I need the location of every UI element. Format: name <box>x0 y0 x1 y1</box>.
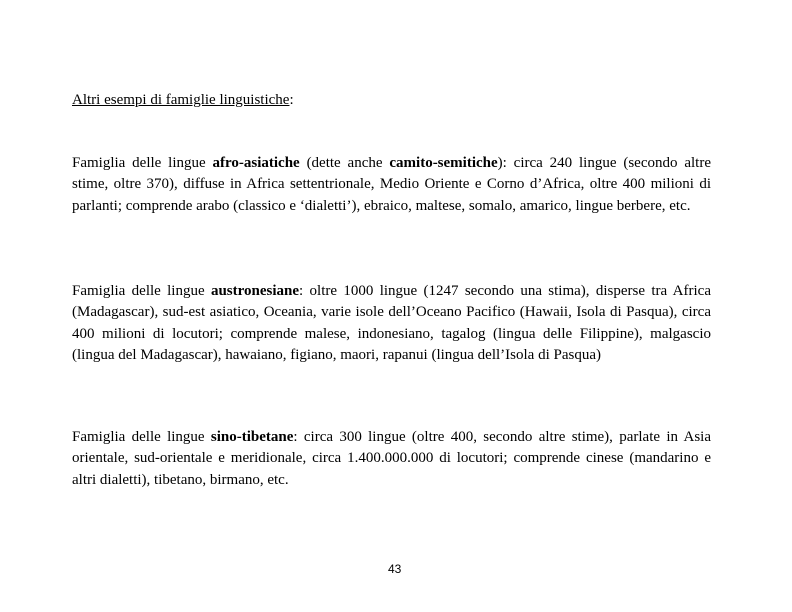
paragraph-afro-asiatic <box>72 153 711 217</box>
section-heading-text: Altri esempi di famiglie linguistiche <box>72 92 290 108</box>
paragraph-body: : circa 300 lingue (oltre 400, secondo altre stime), parlate in Asia orientale, sud-orientale e meridionale, circa 1.400.000.000 di locutori; comprende cinese (mandarino e altri dialetti), tibetano, birmano, etc. <box>72 429 711 488</box>
page-number: 43 <box>388 562 402 576</box>
paragraph-lead: Famiglia delle lingue <box>72 429 211 445</box>
paragraph-austronesian <box>72 281 711 366</box>
section-heading <box>72 90 294 111</box>
term-austronesiane: austronesiane <box>210 283 300 299</box>
term-camito-semitiche: camito-semitiche <box>389 155 498 171</box>
paragraph-lead: Famiglia delle lingue <box>72 155 213 171</box>
section-heading-colon: : <box>289 92 294 108</box>
paragraph-body: ): circa 240 lingue (secondo altre stime, oltre 370), diffuse in Africa settentrionale, Medio Oriente e Corno d’Africa, oltre 400 milioni di parlanti; comprende arabo (classico e ‘dialetti’), ebraico, maltese, somalo, amarico, lingue berbere, etc. <box>72 155 711 214</box>
paragraph-middle: (dette anche <box>299 155 390 171</box>
term-afro-asiatiche: afro-asiatiche <box>212 155 300 171</box>
paragraph-body: : oltre 1000 lingue (1247 secondo una stima), disperse tra Africa (Madagascar), sud-est asiatico, Oceania, varie isole dell’Oceano Pacifico (Hawaii, Isola di Pasqua), circa 400 milioni di locutori; comprende malese, indonesiano, tagalog (lingua delle Filippine), malgascio (lingua del Madagascar), hawaiano, figiano, maori, rapanui (lingua dell’Isola di Pasqua) <box>72 283 711 363</box>
term-sino-tibetane: sino-tibetane <box>210 429 294 445</box>
paragraph-sino-tibetan <box>72 427 711 491</box>
paragraph-lead: Famiglia delle lingue <box>72 283 211 299</box>
